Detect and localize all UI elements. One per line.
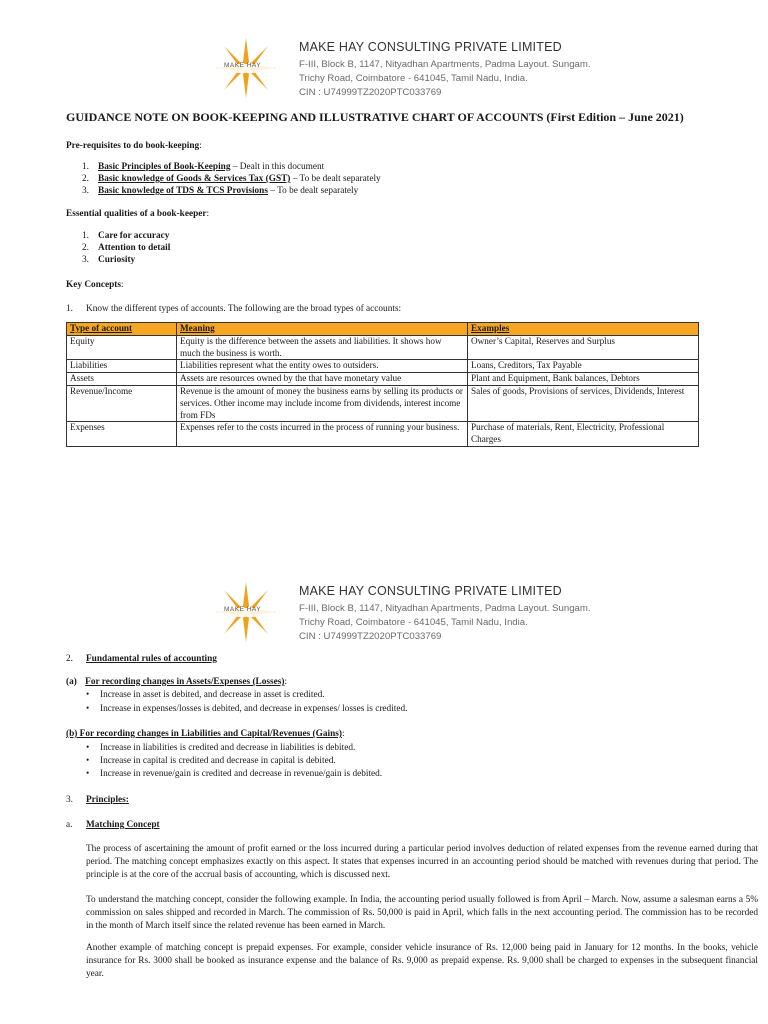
quality-item-number: 1. [82,231,89,241]
prereq-item [98,174,381,184]
rule-bullet: • Increase in liabilities is credited and decrease in liabilities is debited. [100,743,355,753]
cell-type: Expenses [67,422,177,447]
table-row [67,385,699,421]
cin-line-2: CIN : U74999TZ2020PTC033769 [299,631,442,643]
logo-wordmark: MAKE HAY [224,62,262,69]
address-line-1: F-III, Block B, 1147, Nityadhan Apartments, Padma Layout. Sungam. [299,59,591,70]
prereq-item-number: 3. [82,186,89,196]
cin-line: CIN : U74999TZ2020PTC033769 [299,87,442,99]
logo-wordmark-2: MAKE HAY [224,606,262,613]
prereq-item [98,162,324,172]
cell-meaning: Assets are resources owned by the that have monetary value [177,373,468,386]
table-row [67,335,699,360]
cell-examples: Sales of goods, Provisions of services, Dividends, Interest [468,385,699,421]
prereq-item-title: Basic knowledge of TDS & TCS Provisions [98,186,268,196]
table-header-type: Type of account [67,323,177,336]
prereq-item-title: Basic knowledge of Goods & Services Tax (GST) [98,174,291,184]
address-line-1-2: F-III, Block B, 1147, Nityadhan Apartments, Padma Layout. Sungam. [299,603,591,614]
cell-meaning: Expenses refer to the costs incurred in the process of running your business. [177,422,468,447]
section3a-heading: Matching Concept [86,820,160,830]
section2-heading: Fundamental rules of accounting [86,654,217,664]
letterhead-bottom [299,584,591,645]
address-line-2: Trichy Road, Coimbatore - 641045, Tamil Nadu, India. [299,73,528,85]
cell-meaning: Revenue is the amount of money the business earns by selling its products or services. Other income may include income from dividends, interest income from FDs [177,385,468,421]
make-hay-logo-2 [214,580,278,644]
rule-bullet: • Increase in revenue/gain is credited and decrease in revenue/gain is debited. [100,769,382,779]
quality-item: Curiosity [98,255,136,265]
prereq-item-note: – To be dealt separately [290,174,381,184]
section3-heading: Principles: [86,795,129,805]
rule-bullet: • Increase in capital is credited and decrease in capital is debited. [100,756,336,766]
section2-number: 2. [66,654,73,664]
matching-paragraph-2: To understand the matching concept, consider the following example. In India, the accounting period usually followed is from April – March. Now, assume a salesman earns a 5% commission on sales shipped and recorded in March. The commission of Rs. 50,000 is paid in April, which falls in the next accounting period. The commission has to be recorded in the month of March itself since the related revenue has been earned in March. [86,895,758,931]
cell-examples: Plant and Equipment, Bank balances, Debtors [468,373,699,386]
table-row [67,422,699,447]
cell-examples: Loans, Creditors, Tax Payable [468,360,699,373]
document-title: GUIDANCE NOTE ON BOOK-KEEPING AND ILLUSTRATIVE CHART OF ACCOUNTS (First Edition – June 2021) [66,110,684,124]
key-concepts-intro: Know the different types of accounts. The following are the broad types of accounts: [86,304,402,314]
table-header-row [67,323,699,336]
letterhead-top [299,40,591,101]
cell-type: Liabilities [67,360,177,373]
section2b-heading: (b) For recording changes in Liabilities and Capital/Revenues (Gains): [66,729,345,739]
prereq-item [98,186,358,196]
make-hay-logo [214,36,278,100]
address-line-2-2: Trichy Road, Coimbatore - 641045, Tamil Nadu, India. [299,617,528,629]
table-row [67,360,699,373]
account-types-table [66,322,699,447]
cell-meaning: Equity is the difference between the assets and liabilities. It shows how much the business is worth. [177,335,468,360]
cell-examples: Owner’s Capital, Reserves and Surplus [468,335,699,360]
matching-paragraph-1: The process of ascertaining the amount of profit earned or the loss incurred during a particular period involves deduction of related expenses from the revenue earned during that period. The matching concept emphasizes exactly on this aspect. It states that expenses incurred in an accounting period should be matched with revenues during that period. The principle is at the core of the accrual basis of accounting, which is discussed next. [86,844,758,880]
prereq-item-note: – To be dealt separately [267,186,359,196]
prereq-item-title: Basic Principles of Book-Keeping [98,162,231,172]
company-name-2: MAKE HAY CONSULTING PRIVATE LIMITED [299,584,562,598]
matching-paragraph-3: Another example of matching concept is prepaid expenses. For example, consider vehicle insurance of Rs. 12,000 being paid in January for 12 months. In the books, vehicle insurance for Rs. 3000 shall be booked as insurance expense and the balance of Rs. 9,000 as prepaid expense. Rs. 9,000 shall be charged to expenses in the subsequent financial year. [86,943,758,979]
qualities-heading: Essential qualities of a book-keeper: [66,209,210,219]
prereq-heading: Pre-requisites to do book-keeping: [66,141,202,151]
company-name: MAKE HAY CONSULTING PRIVATE LIMITED [299,40,562,54]
table-row [67,373,699,386]
section3a-number: a. [66,820,73,830]
table-header-meaning: Meaning [177,323,468,336]
key-concepts-number: 1. [66,304,73,314]
table-header-examples: Examples [468,323,699,336]
prereq-item-number: 1. [82,162,89,172]
cell-type: Equity [67,335,177,360]
quality-item-number: 2. [82,243,89,253]
prereq-item-number: 2. [82,174,89,184]
rule-bullet: • Increase in expenses/losses is debited, and decrease in expenses/ losses is credited. [100,704,407,714]
cell-examples: Purchase of materials, Rent, Electricity, Professional Charges [468,422,699,447]
section2a-heading: (a) For recording changes in Assets/Expenses (Losses): [66,677,288,687]
section3-number: 3. [66,795,73,805]
cell-type: Revenue/Income [67,385,177,421]
quality-item: Attention to detail [98,243,171,253]
quality-item: Care for accuracy [98,231,170,241]
key-concepts-heading: Key Concepts: [66,280,124,290]
prereq-item-note: – Dealt in this document [230,162,325,172]
cell-type: Assets [67,373,177,386]
rule-bullet: • Increase in asset is debited, and decrease in asset is credited. [100,690,325,700]
cell-meaning: Liabilities represent what the entity owes to outsiders. [177,360,468,373]
quality-item-number: 3. [82,255,89,265]
